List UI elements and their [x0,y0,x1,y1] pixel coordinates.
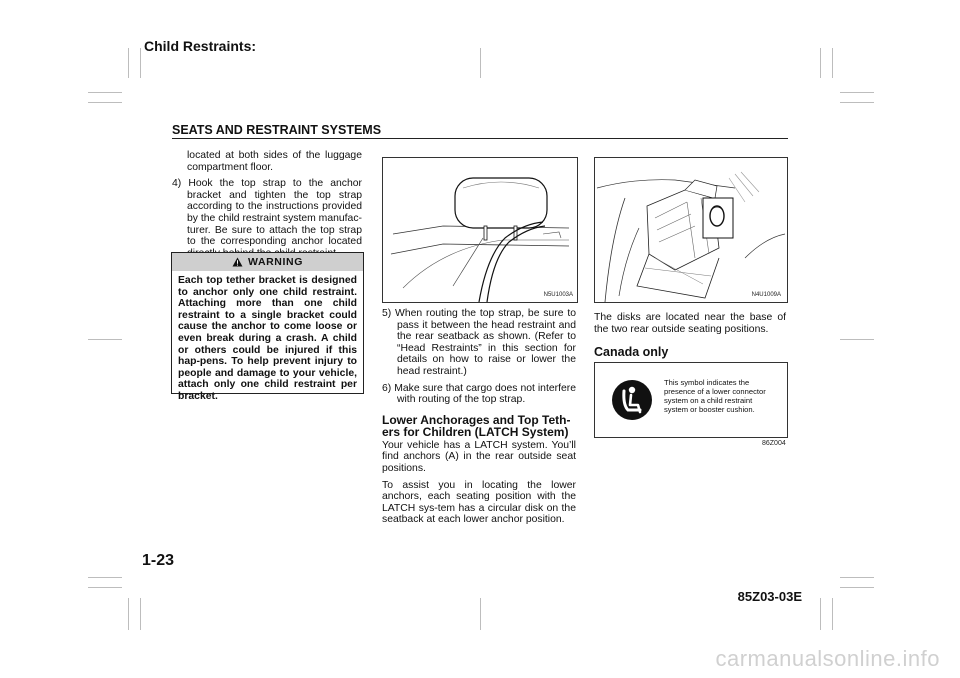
column-middle [382,308,576,531]
section-rule [172,138,788,139]
crop-mark [840,587,874,588]
crop-mark [140,48,141,78]
warning-header [172,253,363,271]
crop-mark [88,92,122,93]
canada-heading: Canada only [594,345,669,360]
disk-location-text: The disks are located near the base of the two rear outside seating positions. [594,312,786,335]
rear-seat-illustration [595,158,787,302]
crop-mark [820,48,821,78]
crop-mark [88,587,122,588]
crop-mark [88,577,122,578]
figure-code: N5U1003A [543,292,573,298]
child-seat-symbol-icon [611,379,653,421]
head-restraint-illustration [383,158,577,302]
crop-mark [832,48,833,78]
crop-mark [840,102,874,103]
warning-box [171,252,364,402]
latch-subheading: Lower Anchorages and Top Teth-ers for Children (LATCH System) [382,412,571,440]
rear-seat-figure [594,157,788,303]
continued-text: located at both sides of the luggage compartment floor. [187,150,362,173]
latch-paragraph-1: Your vehicle has a LATCH system. You’ll find anchors (A) in the rear outside seat positions. [382,439,576,474]
head-restraint-figure [382,157,578,303]
watermark: carmanualsonline.info [715,646,940,671]
column-left [172,150,362,264]
crop-mark [128,598,129,630]
running-header: Child Restraints: [144,38,257,54]
crop-mark [832,598,833,630]
warning-triangle-icon [232,257,243,267]
crop-mark [88,339,122,340]
warning-text: Each top tether bracket is designed to anchor only one child restraint. Attaching more than one child restraint to a single bracket could cause the anchor to come loose or even break during a crash. A child or others could be injured if this hap-pens. To help prevent injury to people and damage to your vehicle, attach only one child restraint per bracket. [178,275,357,402]
crop-mark [820,598,821,630]
symbol-code: 86Z004 [762,440,786,447]
figure-code: N4U1009A [751,292,781,298]
latch-symbol-caption: This symbol indicates the presence of a lower connector system on a child restraint system or booster cushion. [664,378,766,414]
crop-mark [140,598,141,630]
column-right [594,312,786,359]
document-code: 85Z03-03E [737,589,802,604]
page-number: 1-23 [142,552,175,569]
step-5: 5) When routing the top strap, be sure to pass it between the head restraint and the rear seatback as shown. (Refer to “Head Restraints” in this section for details on how to raise or lower the head restraint.) [382,308,576,377]
crop-mark [88,102,122,103]
step-6: 6) Make sure that cargo does not interfere with routing of the top strap. [382,382,576,406]
section-title: SEATS AND RESTRAINT SYSTEMS [172,123,382,137]
crop-mark [128,48,129,78]
step-4: 4) Hook the top strap to the anchor bracket and tighten the top strap according to the instructions provided by the child restraint system manufac-turer. Be sure to attach the top strap to the corresponding anchor located [172,178,362,248]
crop-mark [480,48,481,78]
warning-label: WARNING [248,256,303,268]
crop-mark [840,92,874,93]
latch-paragraph-2: To assist you in locating the lower anchors, each seating position with the LATCH sys-tem has a circular disk on the seatback at each lower anchor position. [382,479,576,526]
crop-mark [840,577,874,578]
crop-mark [480,598,481,630]
crop-mark [840,339,874,340]
